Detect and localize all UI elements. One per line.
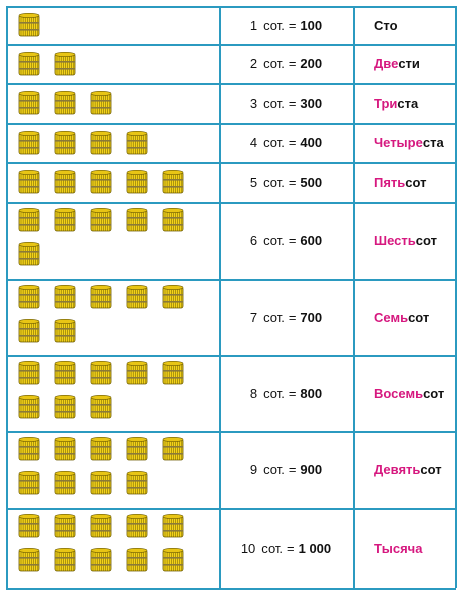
number-word-cell [353,123,456,162]
bundle-of-hundred-sticks-icon [88,130,114,156]
word-part: сти [398,56,420,71]
equation-cell [219,508,353,588]
equals-sign: = [288,462,297,477]
number-word-cell [353,279,456,355]
equals-sign: = [288,385,297,401]
bundle-of-hundred-sticks-icon [16,130,42,156]
bundle-of-hundred-sticks-icon [52,51,78,77]
number-word-cell [353,202,456,279]
bundle-of-hundred-sticks-icon [124,207,150,233]
hundreds-unit: сот. [261,540,284,556]
bundle-of-hundred-sticks-icon [16,547,42,573]
table-row [6,508,456,588]
equals-sign: = [287,540,295,556]
equation-cell [219,279,353,355]
bundle-of-hundred-sticks-icon [124,169,150,195]
bundle-of-hundred-sticks-icon [88,394,114,420]
bundle-of-hundred-sticks-icon [16,318,42,344]
bundle-of-hundred-sticks-icon [52,470,78,496]
bundle-of-hundred-sticks-icon [52,394,78,420]
number-value: 500 [300,174,323,190]
grid-line-horizontal [6,431,456,433]
word-part: Пять [374,174,406,190]
hundreds-count: 8 [249,385,258,401]
bundle-of-hundred-sticks-icon [124,470,150,496]
bundle-of-hundred-sticks-icon [16,470,42,496]
grid-line-horizontal [6,508,456,510]
word-part: ста [422,135,444,150]
bundle-of-hundred-sticks-icon [88,547,114,573]
bundles-cell [6,162,219,202]
bundle-of-hundred-sticks-icon [16,207,42,233]
grid-line-horizontal [6,202,456,204]
hundreds-unit: сот. [263,56,285,71]
equals-sign: = [288,95,297,111]
hundreds-count: 4 [249,135,258,150]
hundreds-unit: сот. [263,233,285,248]
number-value: 600 [300,233,323,248]
hundreds-unit: сот. [263,95,285,111]
bundle-of-hundred-sticks-icon [16,394,42,420]
bundle-of-hundred-sticks-icon [88,90,114,116]
bundle-of-hundred-sticks-icon [160,436,186,462]
bundle-of-hundred-sticks-icon [16,51,42,77]
equation-cell [219,6,353,44]
hundreds-unit: сот. [263,135,285,150]
number-value: 200 [300,56,323,71]
hundreds-count: 2 [249,56,258,71]
bundle-of-hundred-sticks-icon [88,513,114,539]
bundle-of-hundred-sticks-icon [52,169,78,195]
equation-cell [219,44,353,83]
bundle-of-hundred-sticks-icon [160,513,186,539]
bundles-cell [6,202,219,279]
bundle-of-hundred-sticks-icon [160,360,186,386]
number-word-cell [353,508,456,588]
bundle-of-hundred-sticks-icon [16,241,42,267]
hundreds-count: 9 [249,462,258,477]
grid-line-vertical [6,6,8,588]
bundles-cell [6,6,219,44]
hundreds-unit: сот. [263,462,285,477]
word-part: Сто [374,17,398,33]
word-part: Шесть [374,233,416,248]
grid-line-horizontal [6,83,456,85]
bundles-cell [6,83,219,123]
word-part: сот [423,385,445,401]
grid-line-horizontal [6,123,456,125]
equation-cell [219,162,353,202]
bundle-of-hundred-sticks-icon [88,436,114,462]
table-row [6,202,456,279]
bundle-of-hundred-sticks-icon [160,169,186,195]
bundle-of-hundred-sticks-icon [124,284,150,310]
hundreds-count: 10 [240,540,256,556]
table-row [6,279,456,355]
bundle-of-hundred-sticks-icon [52,207,78,233]
word-part: Две [374,56,399,71]
table-row [6,431,456,508]
table-row [6,6,456,44]
bundle-of-hundred-sticks-icon [88,360,114,386]
bundle-of-hundred-sticks-icon [52,436,78,462]
grid-line-horizontal [6,162,456,164]
bundle-of-hundred-sticks-icon [88,470,114,496]
bundle-of-hundred-sticks-icon [88,207,114,233]
table-row [6,44,456,83]
equals-sign: = [288,135,297,150]
equals-sign: = [288,233,297,248]
bundle-of-hundred-sticks-icon [52,360,78,386]
grid-line-vertical [353,6,355,588]
bundle-of-hundred-sticks-icon [16,12,42,38]
equals-sign: = [288,56,297,71]
bundle-of-hundred-sticks-icon [160,207,186,233]
bundles-cell [6,123,219,162]
table-row [6,355,456,431]
equation-cell [219,431,353,508]
number-value: 400 [300,135,323,150]
bundles-cell [6,355,219,431]
word-part: Тысяча [374,540,423,556]
bundle-of-hundred-sticks-icon [52,513,78,539]
bundles-cell [6,44,219,83]
bundle-of-hundred-sticks-icon [52,547,78,573]
grid-line-horizontal [6,279,456,281]
number-word-cell [353,83,456,123]
bundles-cell [6,508,219,588]
grid-line-vertical [455,6,457,588]
number-word-cell [353,6,456,44]
bundle-of-hundred-sticks-icon [52,130,78,156]
bundle-of-hundred-sticks-icon [16,436,42,462]
word-part: Семь [374,309,409,325]
word-part: сот [420,462,442,477]
equals-sign: = [288,174,297,190]
word-part: Девять [374,462,421,477]
bundles-cell [6,279,219,355]
number-value: 100 [300,17,323,33]
number-value: 800 [300,385,323,401]
hundreds-count: 3 [249,95,258,111]
bundle-of-hundred-sticks-icon [160,284,186,310]
table-row [6,83,456,123]
equation-cell [219,202,353,279]
equation-cell [219,355,353,431]
number-value: 1 000 [298,540,332,556]
bundle-of-hundred-sticks-icon [124,360,150,386]
bundle-of-hundred-sticks-icon [124,547,150,573]
table-row [6,123,456,162]
hundreds-count: 6 [249,233,258,248]
bundle-of-hundred-sticks-icon [16,513,42,539]
grid-line-horizontal [6,355,456,357]
hundreds-count: 7 [249,309,258,325]
word-part: сот [405,174,427,190]
bundle-of-hundred-sticks-icon [124,513,150,539]
bundle-of-hundred-sticks-icon [160,547,186,573]
word-part: Восемь [374,385,424,401]
word-part: Четыре [374,135,423,150]
grid-line-horizontal [6,588,456,590]
grid-line-vertical [219,6,221,588]
equals-sign: = [288,309,297,325]
number-word-cell [353,162,456,202]
bundle-of-hundred-sticks-icon [16,169,42,195]
bundles-cell [6,431,219,508]
table-row [6,162,456,202]
word-part: сот [415,233,437,248]
bundle-of-hundred-sticks-icon [52,90,78,116]
number-word-cell [353,44,456,83]
hundreds-unit: сот. [263,17,285,33]
bundle-of-hundred-sticks-icon [16,284,42,310]
equation-cell [219,123,353,162]
word-part: сот [408,309,430,325]
number-value: 900 [300,462,323,477]
hundreds-unit: сот. [263,309,285,325]
word-part: Три [374,95,398,111]
bundle-of-hundred-sticks-icon [16,360,42,386]
bundle-of-hundred-sticks-icon [52,284,78,310]
bundle-of-hundred-sticks-icon [88,284,114,310]
number-value: 700 [300,309,323,325]
hundreds-count: 1 [249,17,258,33]
number-word-cell [353,431,456,508]
hundreds-unit: сот. [263,385,285,401]
word-part: ста [397,95,419,111]
number-value: 300 [300,95,323,111]
grid-line-horizontal [6,6,456,8]
hundreds-unit: сот. [263,174,285,190]
bundle-of-hundred-sticks-icon [124,130,150,156]
bundle-of-hundred-sticks-icon [52,318,78,344]
bundle-of-hundred-sticks-icon [88,169,114,195]
bundle-of-hundred-sticks-icon [16,90,42,116]
number-word-cell [353,355,456,431]
grid-line-horizontal [6,44,456,46]
hundreds-count: 5 [249,174,258,190]
bundle-of-hundred-sticks-icon [124,436,150,462]
equation-cell [219,83,353,123]
equals-sign: = [288,17,297,33]
